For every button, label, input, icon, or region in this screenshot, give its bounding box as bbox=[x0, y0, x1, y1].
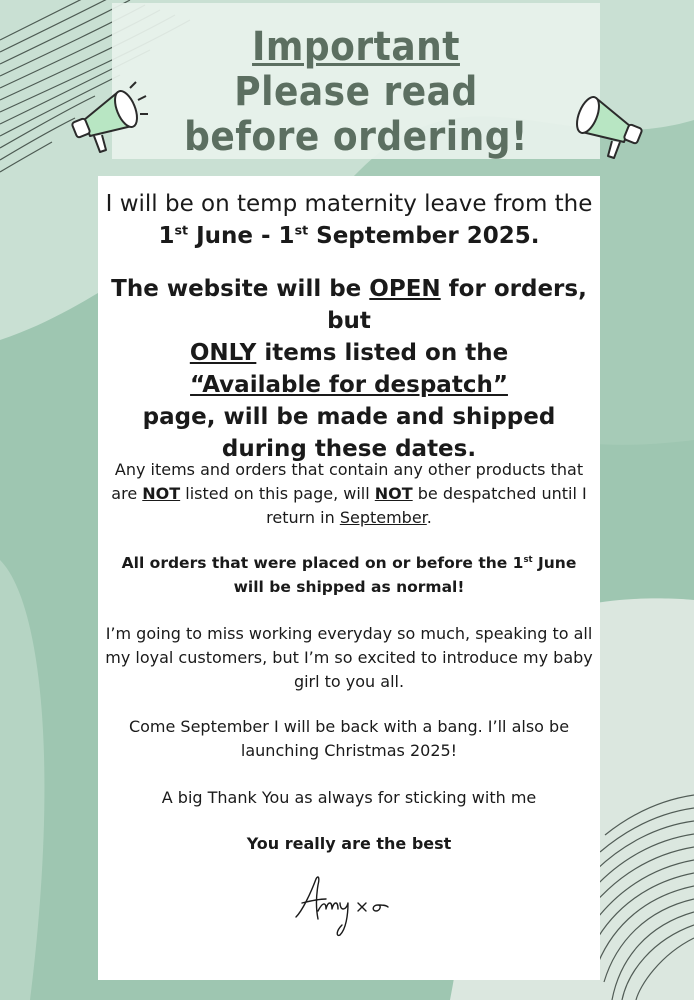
date-start-sup: st bbox=[174, 222, 189, 238]
date-mid: June - 1 bbox=[188, 223, 295, 249]
orders-part2: June will be shipped as normal! bbox=[233, 554, 577, 596]
other-items-notice bbox=[108, 458, 590, 530]
orders-sup: st bbox=[523, 554, 533, 565]
date-end-sup: st bbox=[294, 222, 309, 238]
other-part2: listed on this page, will bbox=[180, 484, 375, 503]
available-for-despatch-page: “Available for despatch” bbox=[190, 372, 508, 398]
thank-you-text: A big Thank You as always for sticking with me bbox=[161, 788, 537, 807]
only-word: ONLY bbox=[189, 340, 257, 366]
open-notice bbox=[104, 273, 594, 465]
open-part3: items listed on the bbox=[256, 340, 509, 366]
megaphone-icon bbox=[70, 80, 148, 156]
orders-part1: All orders that were placed on or before the 1 bbox=[121, 554, 524, 572]
page-title bbox=[112, 25, 600, 160]
orders-before-notice bbox=[106, 551, 592, 599]
intro-text bbox=[98, 188, 600, 252]
date-start-day: 1 bbox=[158, 223, 175, 249]
megaphone-icon-right bbox=[566, 86, 644, 162]
title-important: Important bbox=[252, 24, 460, 70]
return-month: September bbox=[339, 508, 427, 527]
other-part1: Any items and orders that contain any other products that are bbox=[111, 460, 584, 503]
title-please-read: Please read bbox=[234, 69, 478, 115]
open-word: OPEN bbox=[369, 276, 441, 302]
leave-dates bbox=[98, 220, 600, 252]
date-end: September 2025. bbox=[308, 223, 540, 249]
open-part2: for orders, but bbox=[327, 276, 587, 334]
come-back-text: Come September I will be back with a bang. I’ll also be launching Christmas 2025! bbox=[128, 717, 570, 760]
miss-working-text: I’m going to miss working everyday so much, speaking to all my loyal customers, but I’m so excited to introduce my baby girl to you all. bbox=[105, 624, 593, 691]
you-are-the-best: You really are the best bbox=[246, 834, 452, 853]
title-before-ordering: before ordering! bbox=[184, 114, 528, 160]
signature bbox=[288, 871, 398, 941]
open-part1: The website will be bbox=[111, 276, 370, 302]
not-word-1: NOT bbox=[142, 484, 181, 503]
open-part4: page, will be made and shipped during these dates. bbox=[142, 404, 556, 462]
header-banner bbox=[112, 3, 600, 159]
not-word-2: NOT bbox=[374, 484, 413, 503]
other-part3: be despatched until I return in bbox=[266, 484, 587, 527]
intro-line: I will be on temp maternity leave from the bbox=[105, 191, 593, 217]
other-part4: . bbox=[426, 508, 432, 527]
notice-card bbox=[98, 176, 600, 980]
